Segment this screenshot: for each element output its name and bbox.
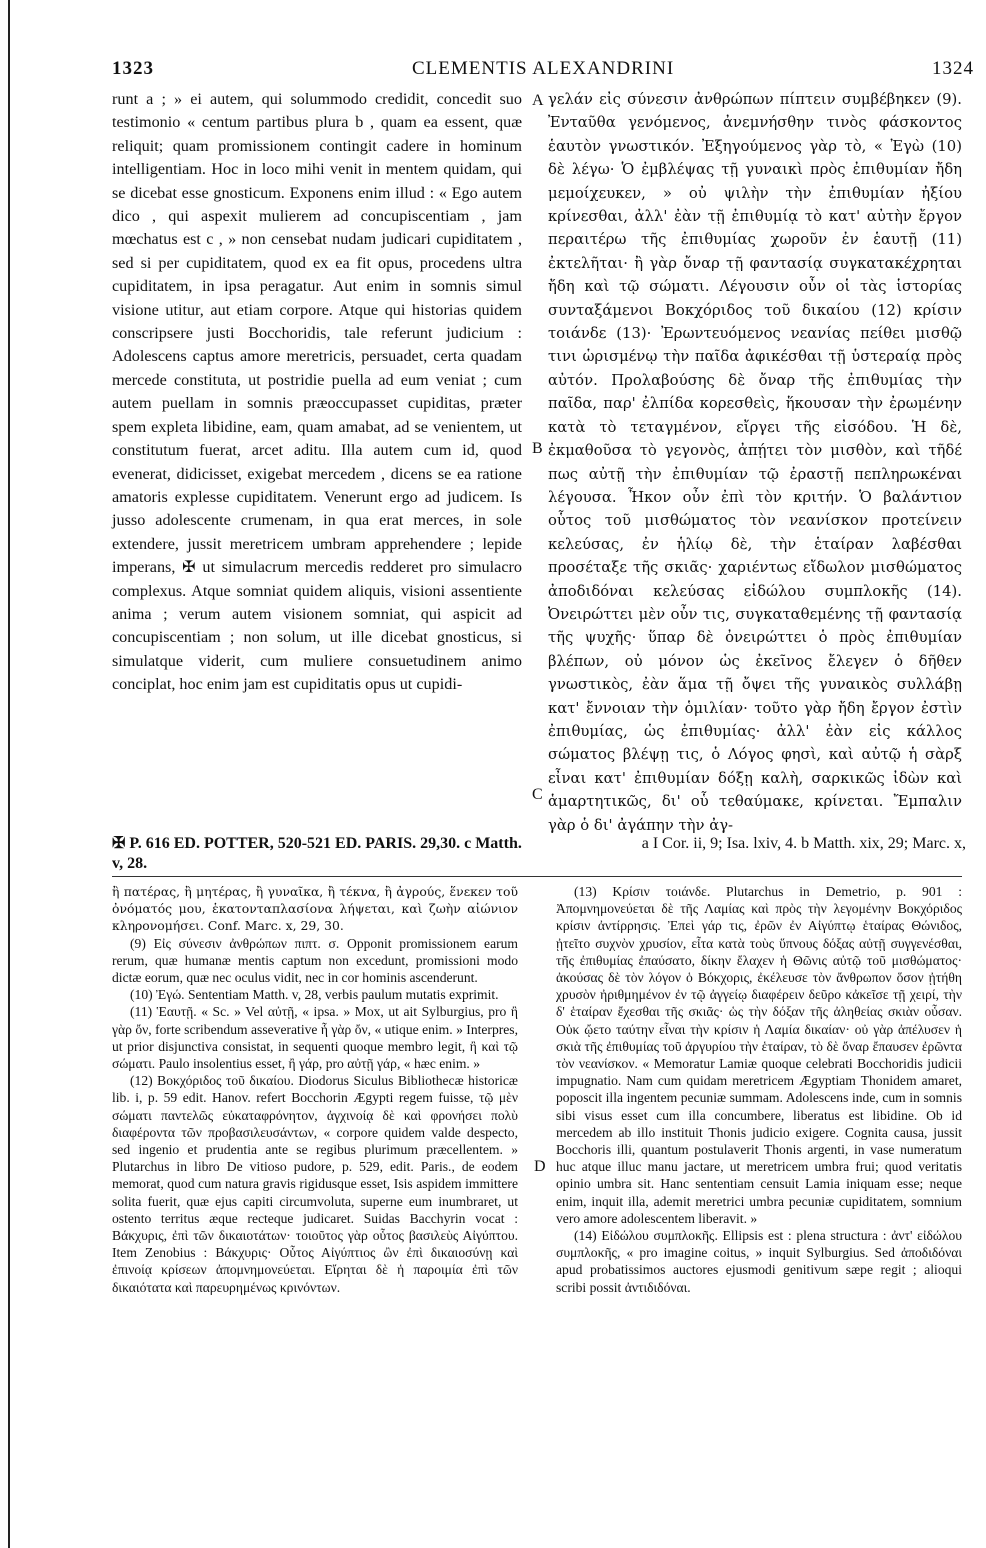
latin-main-column bbox=[112, 88, 522, 823]
scripture-footnote: a I Cor. ii, 9; Isa. lxiv, 4. b Matth. xix, 29; Marc. x, bbox=[641, 835, 966, 852]
binding-edge-rule bbox=[8, 0, 10, 1548]
note-continuation: ἢ πατέρας, ἢ μητέρας, ἢ γυναῖκα, ἢ τέκνα, ἢ ἀγρούς, ἕνεκεν τοῦ ὀνόματός μου, ἑκατονταπλασίονα λήψεται, καὶ ζωὴν αἰώνιον κληρονομήσει. Conf. Marc. x, 29, 30. bbox=[112, 884, 518, 934]
page-number-right: 1324 bbox=[932, 58, 974, 79]
running-title: CLEMENTIS ALEXANDRINI bbox=[412, 58, 675, 79]
notes-divider bbox=[112, 876, 962, 877]
note-10: (10) Ἐγώ. Sententiam Matth. v, 28, verbis paulum mutatis exprimit. bbox=[130, 987, 499, 1003]
greek-main-column bbox=[548, 88, 962, 834]
margin-letter-d: D bbox=[534, 1158, 546, 1175]
greek-main-text: γελάν εἰς σύνεσιν ἀνθρώπων πίπτειν συμβέβηκεν (9). Ἐνταῦθα γενόμενος, ἀνεμνήσθην τινὸς φάσκοντος ἑαυτὸν γνωστικόν. Ἐξηγούμενος γὰρ τὸ, « Ἐγὼ (10) δὲ λέγω· Ὁ ἐμβλέψας τῇ γυναικὶ πρὸς ἐπιθυμίαν ἤδη μεμοίχευκεν, » οὐ ψιλὴν τὴν ἐπιθυμίαν ἠξίου κρίνεσθαι, ἀλλ' ἐὰν τῇ ἐπιθυμίᾳ τὸ κατ' αὐτὴν ἔργον περαιτέρω τῆς ἐπιθυμίας χωροῦν ἐν ἑαυτῇ (11) ἐκτελῆται· ἢ γὰρ ὄναρ τῇ φαντασίᾳ συγκατακέχρηται ἤδη καὶ τῷ σώματι. Λέγουσιν οὖν οἱ τὰς ἱστορίας συνταξάμενοι Βοκχόριδος τοῦ δικαίου (12) κρίσιν τοιάνδε (13)· Ἐρωντευόμενος νεανίας πείθει μισθῷ τινι ὡρισμένῳ τὴν παῖδα ἀφικέσθαι τῇ ὑστεραίᾳ πρὸς αὐτόν. Προλαβούσης δὲ ὄναρ τῆς ἐπιθυμίας τὴν παῖδα, παρ' ἐλπίδα κορεσθεὶς, ἥκουσαν τὴν ἐρωμένην κατὰ τὸ τεταγμένον, εἴργει τῆς εἰσόδου. Ἡ δὲ, ἐκμαθοῦσα τὸ γεγονὸς, ἀπῄτει τὸν μισθὸν, καὶ τῆδέ πως αὐτῇ τὴν ἐπιθυμίαν τῷ ἐραστῇ πεπληρωκέναι λέγουσα. Ἧκον οὖν ἐπὶ τὸν κριτήν. Ὁ βαλάντιον οὗτος τοῦ μισθώματος τὸν νεανίσκον προτείνειν κελεύσας, ἐν ἡλίῳ δὲ, τὴν ἑταίραν λαβέσθαι προσέταξε τῆς σκιᾶς· χαριέντως εἴδωλον μισθώματος ἀποδιδόναι κελεύσας εἰδώλου συμπλοκῆς (14). Ὀνειρώττει μὲν οὖν τις, συγκαταθεμένης τῇ φαντασίᾳ τῆς ψυχῆς· ὕπαρ δὲ ὀνειρώττει ὁ πρὸς ἐπιθυμίαν βλέπων, οὐ μόνον ὡς ἐκεῖνος ἔλεγεν ὁ δῆθεν γνωστικὸς, ἐὰν ἅμα τῇ ὄψει τῆς γυναικὸς συλλάβῃ κατ' ἔννοιαν τὴν ὁμιλίαν· τοῦτο γὰρ ἤδη ἔργον ἐστὶν ἐπιθυμίας, ὡς ἐπιθυμίας· ἀλλ' ἐὰν εἰς κάλλος σώματος βλέψῃ τις, ὁ Λόγος φησὶ, καὶ αὐτῷ ἡ σὰρξ εἶναι κατ' ἐπιθυμίαν δόξῃ καλὴ, σαρκικῶς ἰδὼν καὶ ἁμαρτητικῶς, δι' οὗ τεθαύμακε, κρίνεται. Ἔμπαλιν γὰρ ὁ δι' ἀγάπην τὴν ἀγ- bbox=[548, 91, 962, 834]
note-14: (14) Εἰδώλου συμπλοκῆς. Ellipsis est : plena structura : ἀντ' εἰδώλου συμπλοκῆς, « pro imagine coitus, » inquit Sylburgius. Sed ἀποδιδόναι apud probatissimos auctores ejusmodi genitivum sæpe regit ; alioqui scribi possit ἀντιδιδόναι. bbox=[556, 1228, 962, 1295]
note-9: (9) Εἰς σύνεσιν ἀνθρώπων πιπτ. σ. Opponit promissionem earum rerum, quæ humanæ mentis captum non excedunt, promissioni modo dictæ eorum, quæ nec oculus vidit, nec in cor hominis ascenderunt. bbox=[112, 935, 518, 986]
note-13: (13) Κρίσιν τοιάνδε. Plutarchus in Demetrio, p. 901 : Ἀπομνημονεύεται δὲ τῆς Λαμίας καὶ πρὸς τὴν λεγομένην Βοκχόριδος κρίσιν ἀντίρρησις. Ἐπεὶ γάρ τις, ἐρῶν ἐν Αἰγύπτῳ ἑταίρας Θώνιδος, ᾐτεῖτο συχνὸν χρυσίον, εἶτα κατὰ τοὺς ὕπνους δόξας αὐτῇ συγγενέσθαι, τῆς ἐπιθυμίας ἐπαύσατο, δίκην ἔλαχεν ἡ Θῶνις αὐτῷ τοῦ μισθώματος· ἀκούσας δὲ τὸν λόγον ὁ Βόκχορις, ἐκέλευσε τὸν ἄνθρωπον ὅσον ᾐτήθη χρυσὸν ἠριθμημένον ἐν τῷ ἀγγείῳ διαφέρειν δεῦρο κἀκεῖσε τῇ χειρί, τὴν δ' ἑταίραν ἔχεσθαι τῆς σκιᾶς· ὡς τὴν δόξαν τῆς ἀληθείας σκιὰν οὖσαν. Οὐκ ᾤετο ταύτην εἶναι τὴν κρίσιν ἡ Λαμία δικαίαν· οὐ γὰρ ἀπέλυσεν ἡ σκιὰ τῆς ἐπιθυμίας τοῦ ἀργυρίου τὴν ἑταίραν, τὸ δὲ ὄναρ ἔπαυσεν ἐρῶντα τὸν νεανίσκον. « Memoratur Lamiæ quoque celebrati Bocchoridis judicii impugnatio. Nam cum quidam meretricem Ægyptiam Thonidem amaret, poposcit illa ingentem pecuniæ summam. Adolescens inde, cum in somnis sibi visus esset cum illa concumbere, liberatus est libidine. Ob id mercedem ab illo instituit Thonis judicio exigere. Cognita causa, jussit Bocchoris illi, quantum postulaverit Thonis argenti, in vase numeratum huc atque illuc manu jactare, ut meretricem umbra frui; quod veritatis opinio umbra sit. Hanc sententiam censuit Lamia iniquam esse; neque enim, inquit illa, ademit meretrici umbra pecuniæ cupiditatem, somnium vero amore adolescentem liberavit. » bbox=[556, 884, 962, 1226]
note-11: (11) Ἑαυτῇ. « Sc. » Vel αὐτῇ, « ipsa. » Mox, ut ait Sylburgius, pro ἢ γὰρ ὄν, forte scribendum asseverative ἦ γὰρ ὄν, « utique enim. » Interpres, ut prior disjunctiva consistat, in sequenti quoque membro legit, ἢ καὶ τῷ σώματι. Paulo insolentius esset, ἢ γάρ, pro αὐτῇ γάρ, « hæc enim. » bbox=[112, 1004, 518, 1072]
margin-letter-b: B bbox=[532, 440, 543, 457]
page-number-left: 1323 bbox=[112, 58, 154, 79]
notes-left-column bbox=[112, 883, 518, 1533]
margin-letter-c: C bbox=[532, 786, 543, 803]
edition-footnote: ✠ P. 616 ED. POTTER, 520-521 ED. PARIS. 29,30. c Matth. v, 28. bbox=[112, 835, 522, 872]
notes-right-column bbox=[556, 883, 962, 1533]
latin-main-text: runt a ; » ei autem, qui solummodo credidit, concedit suo testimonio « centum partibus plura b , quam ea essent, quæ reliquit; quam promissionem contingit cadere in hominum intelligentiam. Hoc in loco mihi venit in mentem quidam, qui se dicebat esse gnosticum. Exponens enim illud : « Ego autem dico , qui aspexit mulierem ad concupiscentiam , jam mœchatus est c , » non censebat nudam judicari cupiditatem , sed si per cupiditatem, quod ex ea fit opus, procedens ultra cupiditatem, in ipsa peragatur. Aut enim in somnis simul visione utitur, aut etiam corpore. Atque qui historias quidem conscripsere justi Bocchoridis, tale referunt judicium : Adolescens captus amore meretricis, persuadet, certa quadam mercede constituta, ut postridie puella ad eum veniat ; cum autem puellam in somnis præoccupasset cupiditas, præter spem expleta libidine, eam, quam amabat, ad se venientem, ut constitutum fuerat, arcet aditu. Illa autem cum id, quod evenerat, didicisset, exigebat mercedem , dicens se ea ratione amatoris explesse cupiditatem. Venerunt ergo ad judicem. Is jusso adolescente crumenam, in qua erat merces, in sole extendere, jussit meretricem umbram apprehendere ; lepide imperans, ✠ ut simulacrum mercedis redderet pro simulacro complexus. Atque somniat quidem aliquis, visioni assentiente anima ; verum autem visionem somniat, qui aspicit ad concupiscentiam ; non solum, ut ille dicebat gnosticus, si simulatque viderit, cum muliere consuetudinem animo conciplat, hoc enim jam est cupiditatis opus ut cupidi- bbox=[112, 90, 522, 694]
margin-letter-a: A bbox=[532, 92, 544, 109]
page-header bbox=[112, 58, 974, 84]
note-12: (12) Βοκχόριδος τοῦ δικαίου. Diodorus Siculus Bibliothecæ historicæ lib. i, p. 59 edit. Hanov. refert Bocchorin Ægypti regem fuisse, τῷ μὲν σώματι παντελῶς εὐκαταφρόνητον, ἀγχινοίᾳ δὲ καὶ φρονήσει πολὺ διαφέροντα τῶν προβασιλευσάντων, « corpore quidem valde despecto, sed ingenio et prudentia ante se regibus plurimum præcellentem. » Plutarchus in libro De vitioso pudore, p. 529, edit. Paris., de eodem memorat, quod cum natura gravis rigidusque esset, Isis aspidem immittere solita fuerit, quæ ejus capiti circumvoluta, superne eum inumbraret, ut ostento territus æque recteque judicaret. Suidas Bacchyrin vocat : Βάκχυρις, ἐπὶ τῶν δικαιοτάτων· τοιοῦτος γὰρ οὗτος βασιλεὺς Αἰγύπτου. Item Zenobius : Βάκχυρις· Οὗτος Αἰγύπτιος ὢν ἐπὶ δικαιοσύνῃ καὶ ἐπινοίᾳ κρίσεων ἀπομνημονεύεται. Εἴρηται δὲ ἡ παροιμία ἐπὶ τῶν δικαιότατα καὶ παρευρημένως κρινόντων. bbox=[112, 1073, 518, 1295]
